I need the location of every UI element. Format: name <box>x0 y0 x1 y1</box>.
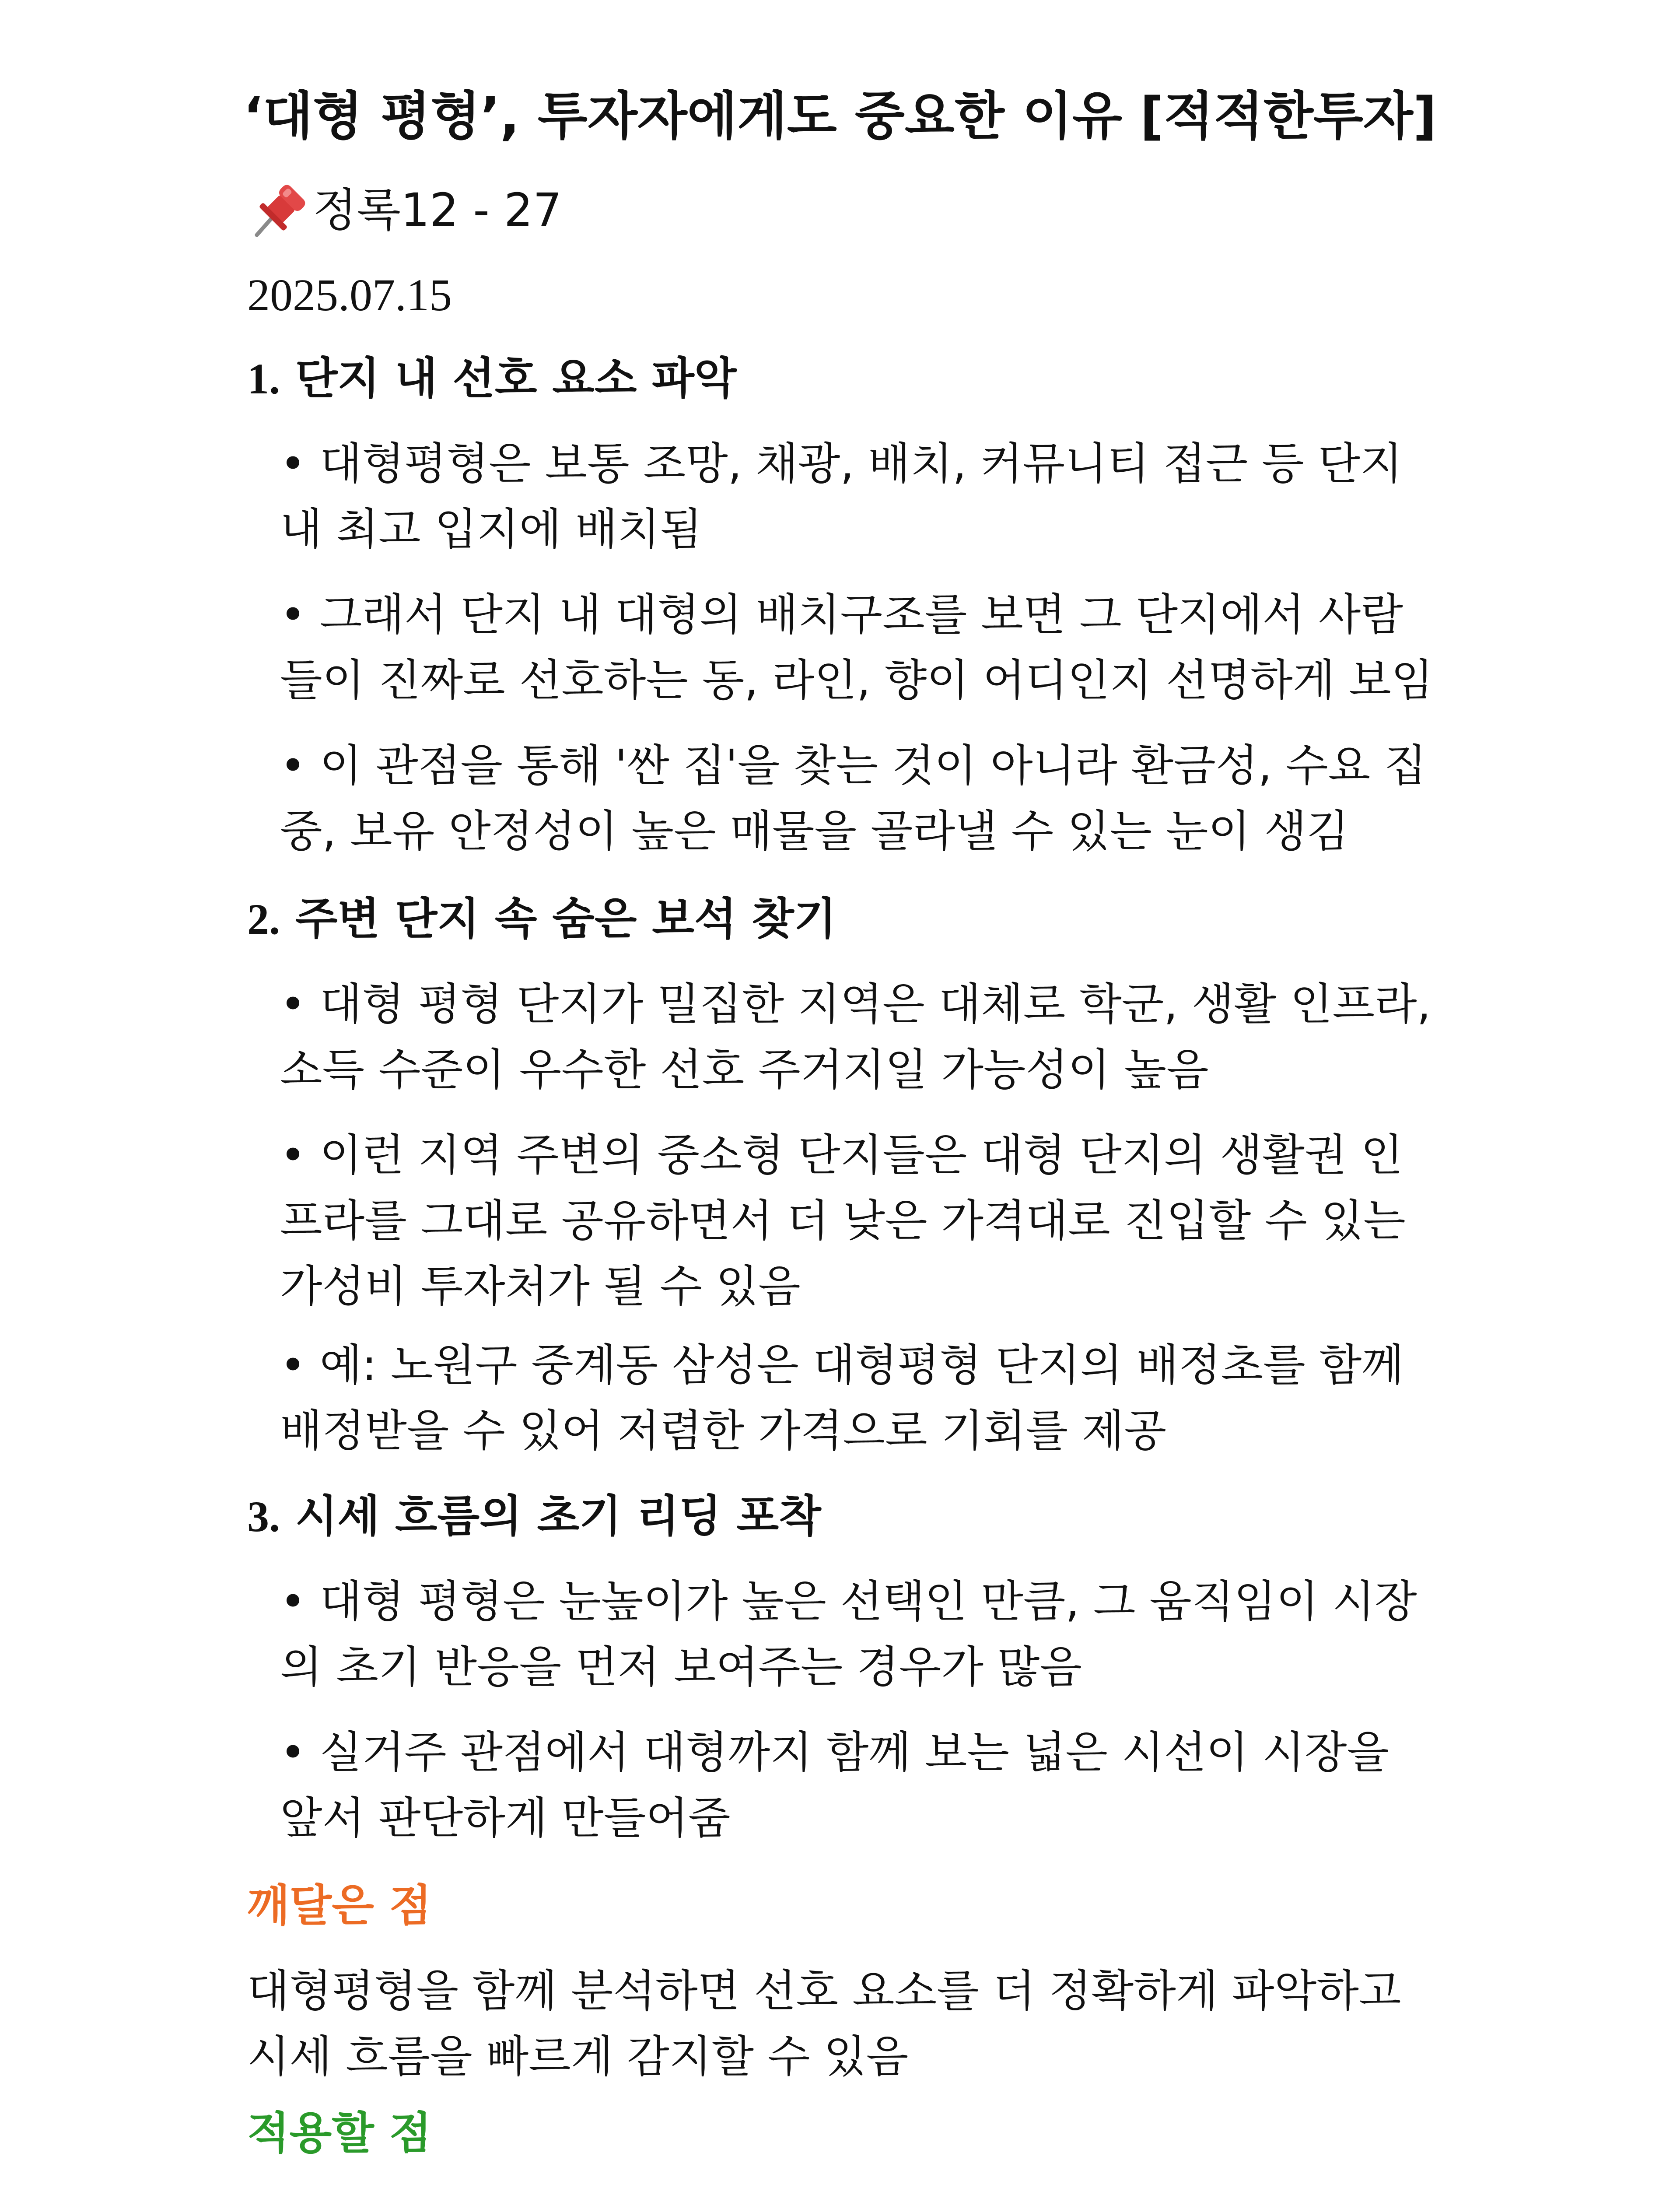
section-2-title: 주변 단지 속 숨은 보석 찾기 <box>295 893 836 944</box>
section-2-heading <box>247 888 836 950</box>
section-1-bullet-2: • 그래서 단지 내 대형의 배치구조를 보면 그 단지에서 사람 들이 진짜로 선호하는 동, 라인, 향이 어디인지 선명하게 보임 <box>280 589 1434 706</box>
realization-text: 대형평형을 함께 분석하면 선호 요소를 더 정확하게 파악하고 시세 흐름을 빠르게 감지할 수 있음 <box>247 1965 1401 2082</box>
section-2-bullet-2: • 이런 지역 주변의 중소형 단지들은 대형 단지의 생활권 인 프라를 그대로 공유하면서 더 낮은 가격대로 진입할 수 있는 가성비 투자처가 될 수 있음 <box>280 1129 1406 1312</box>
subtitle-row <box>247 182 562 238</box>
section-2-bullet-1: • 대형 평형 단지가 밀집한 지역은 대체로 학군, 생활 인프라, 소득 수준이 우수한 선호 주거지일 가능성이 높음 <box>280 978 1431 1095</box>
realization-heading: 깨달은 점 <box>247 1880 432 1931</box>
section-3-title: 시세 흐름의 초기 리딩 포착 <box>295 1490 821 1542</box>
application-text <box>247 2186 1400 2188</box>
section-3-bullet-1: • 대형 평형은 눈높이가 높은 선택인 만큼, 그 움직임이 시장 의 초기 반응을 먼저 보여주는 경우가 많음 <box>280 1576 1417 1693</box>
subtitle: 정록12 - 27 <box>313 183 562 237</box>
section-3-bullet-2: • 실거주 관점에서 대형까지 함께 보는 넓은 시선이 시장을 앞서 판단하게 만들어줌 <box>280 1727 1390 1844</box>
section-2-number: 2. <box>247 895 280 943</box>
section-1-heading <box>247 348 737 410</box>
date: 2025.07.15 <box>247 270 452 320</box>
section-3-heading <box>247 1486 821 1547</box>
application-heading: 적용할 점 <box>247 2107 432 2159</box>
pushpin-icon <box>247 182 313 238</box>
section-1-bullet-1: • 대형평형은 보통 조망, 채광, 배치, 커뮤니티 접근 등 단지 내 최고 입지에 배치됨 <box>280 438 1403 555</box>
section-1-title: 단지 내 선호 요소 파악 <box>295 353 737 404</box>
section-2-bullet-3: • 예: 노원구 중계동 삼성은 대형평형 단지의 배정초를 함께 배정받을 수 있어 저렴한 가격으로 기회를 제공 <box>280 1339 1404 1456</box>
page-title: ‘대형 평형’, 투자자에게도 중요한 이유 [적적한투자] <box>243 86 1437 146</box>
section-1-bullet-3: • 이 관점을 통해 '싼 집'을 찾는 것이 아니라 환금성, 수요 집 중, 보유 안정성이 높은 매물을 골라낼 수 있는 눈이 생김 <box>280 740 1427 857</box>
section-1-number: 1. <box>247 354 280 403</box>
section-3-number: 3. <box>247 1492 280 1541</box>
